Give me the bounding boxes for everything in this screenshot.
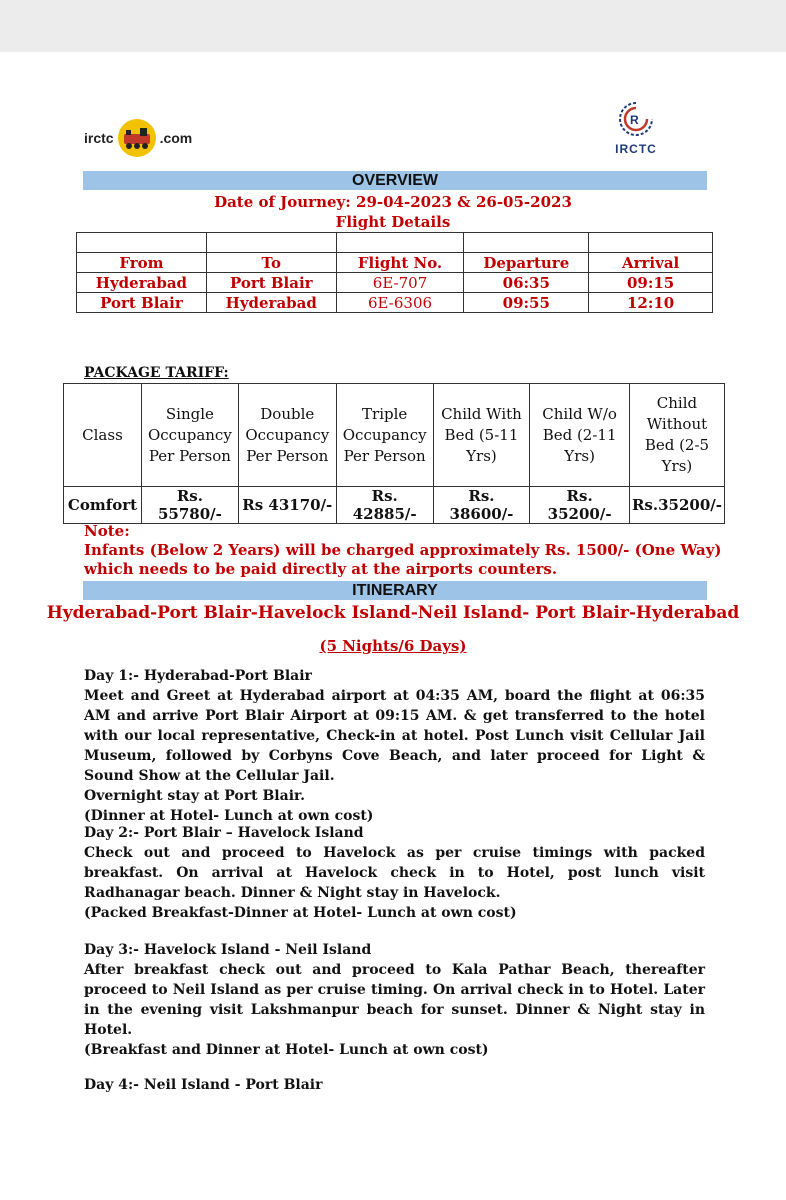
date-of-journey: Date of Journey: 29-04-2023 & 26-05-2023 [214, 193, 572, 211]
day-description: After breakfast check out and proceed to Kala Pathar Beach, thereafter proceed to Neil Island as per cruise timing. On arrival check in to Hotel. Later in the evening visit Lakshmanpur beach for sunset. Dinner & Night stay in Hotel. [84, 962, 705, 1038]
day-description: Meet and Greet at Hyderabad airport at 04:35 AM, board the flight at 06:35 AM and arrive Port Blair Airport at 09:15 AM. & get transferred to the hotel with our local representative, Check-in at hotel. Post Lunch visit Cellular Jail Museum, followed by Corbyns Cove Beach, and later proceed for Light & Sound Show at the Cellular Jail. [84, 688, 705, 784]
itinerary-title: ITINERARY [83, 581, 707, 600]
column-header-arrival: Arrival [589, 253, 713, 273]
departure-cell: 09:55 [464, 293, 589, 313]
day-overnight: Overnight stay at Port Blair. [84, 788, 305, 804]
logo-prefix: irctc [84, 130, 114, 146]
top-margin-band [0, 0, 786, 52]
day-title: Day 4:- Neil Island - Port Blair [84, 1077, 323, 1093]
table-row-empty [77, 233, 713, 253]
column-header-child-without-bed-2-11: Child W/o Bed (2-11 Yrs) [530, 384, 630, 487]
table-row [77, 273, 713, 293]
from-cell: Hyderabad [77, 273, 207, 293]
price-cell: Rs. 55780/- [141, 487, 238, 524]
price-cell: Rs 43170/- [238, 487, 336, 524]
irctc-emblem-logo [606, 100, 666, 156]
empty-cell [464, 233, 589, 253]
arrival-cell: 09:15 [589, 273, 713, 293]
irctc-emblem-icon [616, 100, 656, 138]
package-tariff-title: PACKAGE TARIFF: [84, 365, 229, 381]
column-header-to: To [206, 253, 336, 273]
empty-cell [206, 233, 336, 253]
itinerary-route: Hyderabad-Port Blair-Havelock Island-Neil Island- Port Blair-Hyderabad [46, 603, 740, 623]
note-block [84, 522, 724, 579]
empty-cell [336, 233, 464, 253]
table-header-row [77, 253, 713, 273]
to-cell: Port Blair [206, 273, 336, 293]
class-cell: Comfort [64, 487, 142, 524]
day-description: Check out and proceed to Havelock as per cruise timings with packed breakfast. On arrival at Havelock check in to Hotel, post lunch visit Radhanagar beach. Dinner & Night stay in Havelock. [84, 845, 705, 901]
price-cell: Rs.35200/- [629, 487, 724, 524]
price-cell: Rs. 35200/- [530, 487, 630, 524]
table-row [64, 487, 725, 524]
irctc-emblem-label: IRCTC [615, 142, 657, 156]
flight-no-cell: 6E-707 [336, 273, 464, 293]
column-header-double: Double Occupancy Per Person [238, 384, 336, 487]
logo-suffix: .com [159, 130, 193, 146]
column-header-triple: Triple Occupancy Per Person [336, 384, 433, 487]
arrival-cell: 12:10 [589, 293, 713, 313]
day-meals: (Breakfast and Dinner at Hotel- Lunch at own cost) [84, 1042, 489, 1058]
day-meals: (Packed Breakfast-Dinner at Hotel- Lunch at own cost) [84, 905, 517, 921]
table-row [77, 293, 713, 313]
column-header-child-with-bed: Child With Bed (5-11 Yrs) [433, 384, 530, 487]
overview-title: OVERVIEW [83, 171, 707, 190]
day-title: Day 1:- Hyderabad-Port Blair [84, 668, 312, 684]
price-cell: Rs. 38600/- [433, 487, 530, 524]
from-cell: Port Blair [77, 293, 207, 313]
note-label: Note: [84, 522, 130, 540]
day-1-block [84, 666, 705, 826]
day-meals: (Dinner at Hotel- Lunch at own cost) [84, 808, 374, 824]
flight-details-title: Flight Details [335, 213, 451, 231]
package-tariff-table [63, 383, 725, 524]
empty-cell [589, 233, 713, 253]
day-4-block [84, 1075, 705, 1095]
to-cell: Hyderabad [206, 293, 336, 313]
day-2-block [84, 823, 705, 923]
empty-cell [77, 233, 207, 253]
column-header-class: Class [64, 384, 142, 487]
price-cell: Rs. 42885/- [336, 487, 433, 524]
table-header-row [64, 384, 725, 487]
column-header-flight-no: Flight No. [336, 253, 464, 273]
note-text: Infants (Below 2 Years) will be charged approximately Rs. 1500/- (One Way) which needs to be paid directly at the airports counters. [84, 541, 722, 578]
svg-text:R: R [630, 113, 639, 127]
day-title: Day 3:- Havelock Island - Neil Island [84, 942, 372, 958]
day-3-block [84, 940, 705, 1060]
day-title: Day 2:- Port Blair – Havelock Island [84, 825, 364, 841]
column-header-from: From [77, 253, 207, 273]
departure-cell: 06:35 [464, 273, 589, 293]
column-header-departure: Departure [464, 253, 589, 273]
irctc-dot-com-logo [84, 116, 192, 160]
train-icon [116, 117, 158, 159]
itinerary-duration: (5 Nights/6 Days) [319, 637, 467, 655]
flight-details-table [76, 232, 713, 313]
column-header-single: Single Occupancy Per Person [141, 384, 238, 487]
column-header-child-without-bed-2-5: Child Without Bed (2-5 Yrs) [629, 384, 724, 487]
flight-no-cell: 6E-6306 [336, 293, 464, 313]
